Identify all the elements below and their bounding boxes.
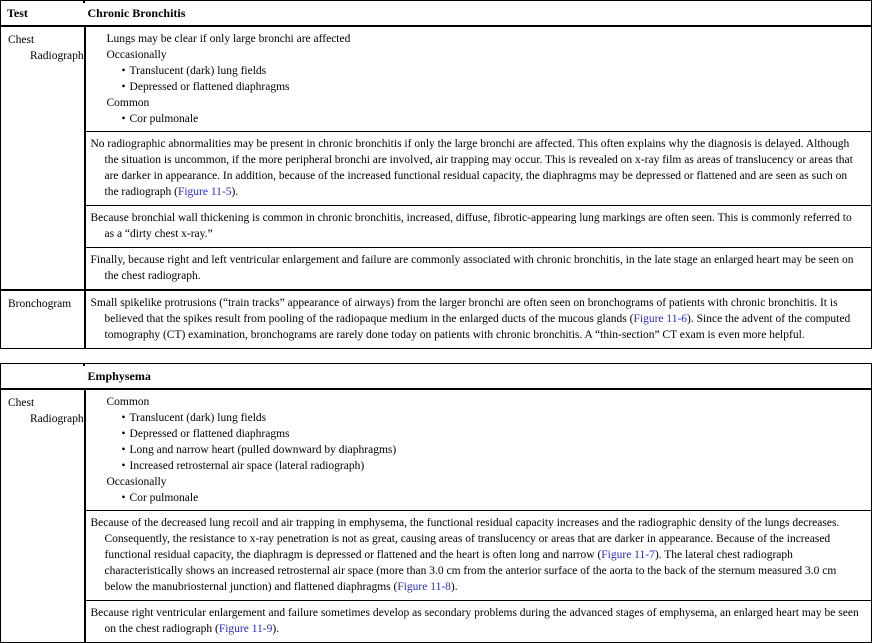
test-column-header: Test [1,1,85,27]
bullet-icon: • [121,460,126,472]
finding-item [86,47,864,63]
bullet-icon: • [121,492,126,504]
figure-11-9-link[interactable]: Figure 11-9 [218,623,273,635]
empty-test-header [1,364,85,390]
paragraph-row [1,248,872,291]
findings-cell [85,389,872,511]
figure-11-8-link[interactable]: Figure 11-8 [397,581,451,593]
paragraph-text: ). [450,581,458,593]
figure-11-7-link[interactable]: Figure 11-7 [601,549,655,561]
chest-radiograph-label-cell [1,26,85,290]
paragraph-cell [85,601,872,643]
paragraph-text: Because right ventricular enlargement and failure sometimes develop as secondary problems during the advanced stages of emphysema, an enlarged heart may be seen on the chest radiograph ( [90,607,859,635]
paragraph-cell [85,206,872,248]
finding-item [86,474,864,490]
test-label-line: Chest [8,397,35,409]
finding-item [86,31,864,47]
paragraph [91,210,864,242]
header-row [1,364,872,390]
chest-radiograph-label-cell [1,389,85,643]
test-label-line: Chest [8,34,35,46]
paragraph-cell [85,248,872,291]
finding-text: Long and narrow heart (pulled downward by diaphragms) [129,444,397,456]
column-divider-tick [83,0,85,3]
chest-radiograph-row [1,26,872,132]
paragraph-text: ). [231,186,239,198]
finding-item [86,442,864,458]
finding-text: Cor pulmonale [129,492,199,504]
finding-text: Occasionally [106,476,167,488]
figure-11-5-link[interactable]: Figure 11-5 [177,186,232,198]
finding-item [86,490,864,506]
finding-text: Occasionally [106,49,167,61]
emphysema-header: Emphysema [85,364,872,390]
finding-text: Cor pulmonale [129,113,199,125]
paragraph-cell [85,290,872,349]
finding-item [86,426,864,442]
test-label-line: Radiograph [30,413,84,425]
paragraph-text: ). Since the advent of the computed tomography (CT) examination, bronchograms are rarely done today on patients with chronic bronchitis. A “thin-section” CT exam is even more helpful. [104,313,851,341]
paragraph-cell [85,132,872,206]
findings-cell [85,26,872,132]
finding-item [86,79,864,95]
finding-text: Common [106,396,150,408]
bullet-icon: • [121,428,126,440]
paragraph-row [1,206,872,248]
header-row [1,1,872,27]
column-divider-tick [83,363,85,366]
emphysema-table [0,363,872,643]
bullet-icon: • [121,412,126,424]
bronchogram-row [1,290,872,349]
finding-text: Common [106,97,150,109]
paragraph-cell [85,511,872,601]
bronchogram-label-cell [1,290,85,349]
finding-item [86,458,864,474]
finding-item [86,95,864,111]
paragraph-row [1,601,872,643]
figure-11-6-link[interactable]: Figure 11-6 [633,313,688,325]
paragraph-text: Finally, because right and left ventricular enlargement and failure are commonly associated with chronic bronchitis, in the late stage an enlarged heart may be seen on the chest radiograph. [90,254,854,282]
finding-item [86,410,864,426]
finding-text: Depressed or flattened diaphragms [129,428,290,440]
paragraph-text: ). [272,623,280,635]
finding-text: Lungs may be clear if only large bronchi are affected [106,33,351,45]
paragraph-text: Because of the decreased lung recoil and air trapping in emphysema, the functional residual capacity increases and the radiographic density of the lungs decreases. Consequently, the resistance to x-ray penetration is not as great, causing areas of translucency or areas that are darker in appearance. Because of the increased functional residual capacity, the diaphragm is depressed or flattened and the heart is often long and narrow ( [90,517,840,561]
chronic-bronchitis-header: Chronic Bronchitis [85,1,872,27]
test-label-line: Bronchogram [8,298,72,310]
finding-text: Translucent (dark) lung fields [129,412,267,424]
bullet-icon: • [121,444,126,456]
test-label-line: Radiograph [30,50,84,62]
finding-item [86,111,864,127]
paragraph-row [1,511,872,601]
finding-item [86,63,864,79]
emphysema-table-wrap [0,363,872,643]
bullet-icon: • [121,65,126,77]
paragraph [91,295,864,343]
paragraph [91,605,864,637]
finding-text: Translucent (dark) lung fields [129,65,267,77]
paragraph-text: ). The lateral chest radiograph characteristically shows an increased retrosternal air space (more than 3.0 cm from the anterior surface of the aorta to the back of the sternum measured 3.0 cm below the manubriosternal junction) and flattened diaphragms ( [104,549,837,593]
bullet-icon: • [121,113,126,125]
paragraph-text: Because bronchial wall thickening is common in chronic bronchitis, increased, diffuse, fibrotic-appearing lung markings are often seen. This is commonly referred to as a “dirty chest x-ray.” [90,212,852,240]
paragraph-text: No radiographic abnormalities may be present in chronic bronchitis if only the large bronchi are affected. This often explains why the diagnosis is delayed. Although the situation is uncommon, if the more peripheral bronchi are involved, air trapping may occur. This is revealed on x-ray film as areas of translucency or areas that are darker in appearance. In addition, because of the increased functional residual capacity, the diaphragms may be depressed or flattened and are seen as such on the radiograph ( [90,138,853,198]
finding-item [86,394,864,410]
paragraph [91,252,864,284]
paragraph-text: Small spikelike protrusions (“train tracks” appearance of airways) from the larger bronchi are often seen on bronchograms of patients with chronic bronchitis. It is believed that the spikes result from pooling of the radiopaque medium in the enlarged ducts of the mucous glands ( [90,297,838,325]
paragraph [91,136,864,200]
finding-text: Increased retrosternal air space (lateral radiograph) [129,460,365,472]
bullet-icon: • [121,81,126,93]
chest-radiograph-row [1,389,872,511]
paragraph-row [1,132,872,206]
finding-text: Depressed or flattened diaphragms [129,81,290,93]
paragraph [91,515,864,595]
